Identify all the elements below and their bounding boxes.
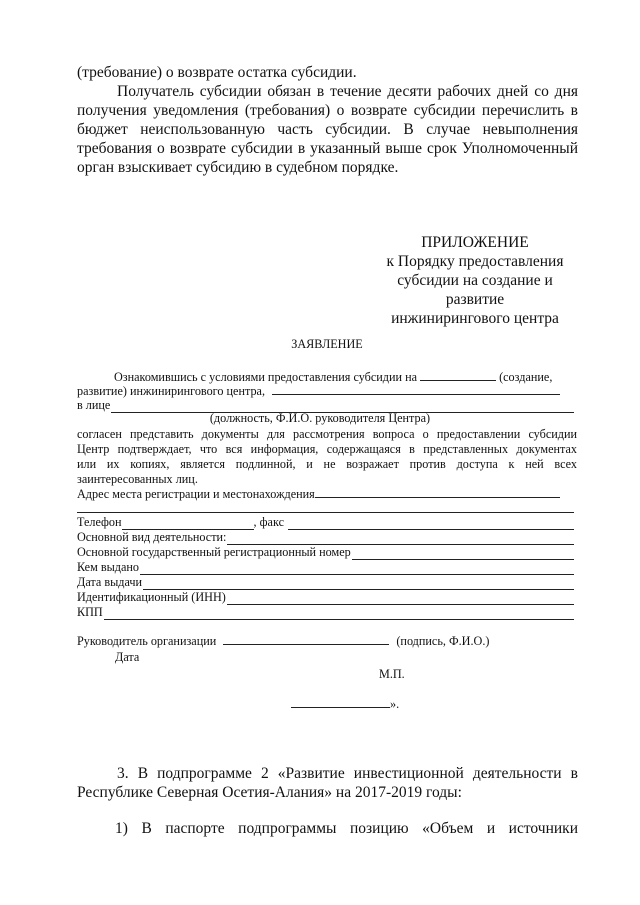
top-paragraph-line: орган взыскивает субсидию в судебном порядке. bbox=[77, 159, 399, 176]
kpp-label: КПП bbox=[77, 605, 103, 619]
inn-row bbox=[77, 590, 574, 605]
phone-field[interactable] bbox=[122, 518, 254, 530]
top-paragraph-line: Получатель субсидии обязан в течение десяти рабочих дней со дня bbox=[117, 83, 578, 100]
issue-date-row bbox=[77, 575, 574, 590]
intro-text-b: (создание, bbox=[499, 370, 553, 384]
phone-row bbox=[77, 515, 574, 530]
consent-line: заинтересованных лиц. bbox=[77, 472, 198, 486]
closing-field[interactable] bbox=[291, 696, 390, 708]
subsidy-type-field[interactable] bbox=[420, 369, 496, 381]
appendix-header bbox=[380, 233, 570, 328]
appendix-title: ПРИЛОЖЕНИЕ bbox=[421, 234, 529, 251]
consent-paragraph bbox=[77, 427, 577, 487]
fax-label: , факс bbox=[253, 515, 284, 529]
closing-mark: ». bbox=[390, 697, 400, 711]
form-intro-line2 bbox=[77, 383, 577, 399]
ogrn-label: Основной государственный регистрационный номер bbox=[77, 545, 351, 559]
bottom-line: Республике Северная Осетия-Алания» на 2017-2019 годы: bbox=[77, 784, 462, 801]
position-caption: (должность, Ф.И.О. руководителя Центра) bbox=[209, 411, 431, 425]
kpp-field[interactable] bbox=[104, 607, 574, 620]
fax-field[interactable] bbox=[288, 518, 574, 530]
activity-label: Основной вид деятельности: bbox=[77, 530, 227, 544]
appendix-line: к Порядку предоставления bbox=[386, 253, 564, 270]
consent-line: Центр подтверждает, что вся информация, содержащаяся в представленных документах bbox=[77, 442, 577, 456]
top-paragraph-line: получения уведомления (требования) о возврате субсидии перечислить в bbox=[77, 102, 578, 119]
inn-label: Идентификационный (ИНН) bbox=[77, 590, 226, 604]
consent-line: согласен представить документы для рассмотрения вопроса о предоставлении субсидии bbox=[77, 427, 577, 441]
activity-row bbox=[77, 530, 574, 545]
date-label: Дата bbox=[115, 650, 140, 664]
appendix-line: развитие bbox=[445, 291, 505, 308]
issue-date-label: Дата выдачи bbox=[77, 575, 143, 589]
address-row bbox=[77, 486, 560, 502]
address-field[interactable] bbox=[315, 486, 560, 498]
issued-by-field[interactable] bbox=[140, 562, 574, 575]
signature-caption: (подпись, Ф.И.О.) bbox=[396, 634, 490, 648]
appendix-line: инжинирингового центра bbox=[391, 310, 559, 327]
issued-by-label: Кем выдано bbox=[77, 560, 140, 574]
stamp-label: М.П. bbox=[379, 667, 405, 681]
address-label: Адрес места регистрации и местонахождения bbox=[77, 487, 315, 501]
intro-text-c: развитие) инжинирингового центра, bbox=[77, 384, 265, 398]
top-paragraph-line: бюджет неиспользованную часть субсидии. В случае невыполнения bbox=[77, 121, 578, 138]
top-text-line1: (требование) о возврате остатка субсидии. bbox=[77, 64, 357, 81]
bottom-line: 3. В подпрограмме 2 «Развитие инвестиционной деятельности в bbox=[117, 765, 578, 782]
kpp-row bbox=[77, 605, 574, 620]
form-heading: ЗАЯВЛЕНИЕ bbox=[291, 337, 363, 351]
phone-label: Телефон bbox=[77, 515, 122, 529]
ogrn-row bbox=[77, 545, 574, 560]
top-paragraph bbox=[77, 82, 578, 177]
appendix-line: субсидии на создание и bbox=[397, 272, 553, 289]
consent-line: или их копиях, является подлинной, и не возражает против доступа к ней всех bbox=[77, 457, 577, 471]
inn-field[interactable] bbox=[227, 592, 574, 605]
issued-by-row bbox=[77, 560, 574, 575]
head-label: Руководитель организации bbox=[77, 634, 217, 648]
activity-field[interactable] bbox=[227, 532, 574, 545]
in-person-label: в лице bbox=[77, 398, 111, 412]
closing-row bbox=[291, 696, 399, 712]
bottom-line: 1) В паспорте подпрограммы позицию «Объем и источники bbox=[115, 820, 578, 837]
bottom-paragraph bbox=[77, 764, 578, 802]
center-name-field[interactable] bbox=[272, 383, 560, 395]
signature-field[interactable] bbox=[223, 633, 389, 645]
bottom-item1 bbox=[77, 819, 578, 838]
top-paragraph-line: требования о возврате субсидии в указанный выше срок Уполномоченный bbox=[77, 140, 578, 157]
head-signature-row bbox=[77, 633, 489, 649]
issue-date-field[interactable] bbox=[143, 577, 574, 590]
address-field-line2[interactable] bbox=[77, 512, 574, 513]
intro-text: Ознакомившись с условиями предоставления субсидии на bbox=[114, 370, 417, 384]
ogrn-field[interactable] bbox=[352, 547, 574, 560]
